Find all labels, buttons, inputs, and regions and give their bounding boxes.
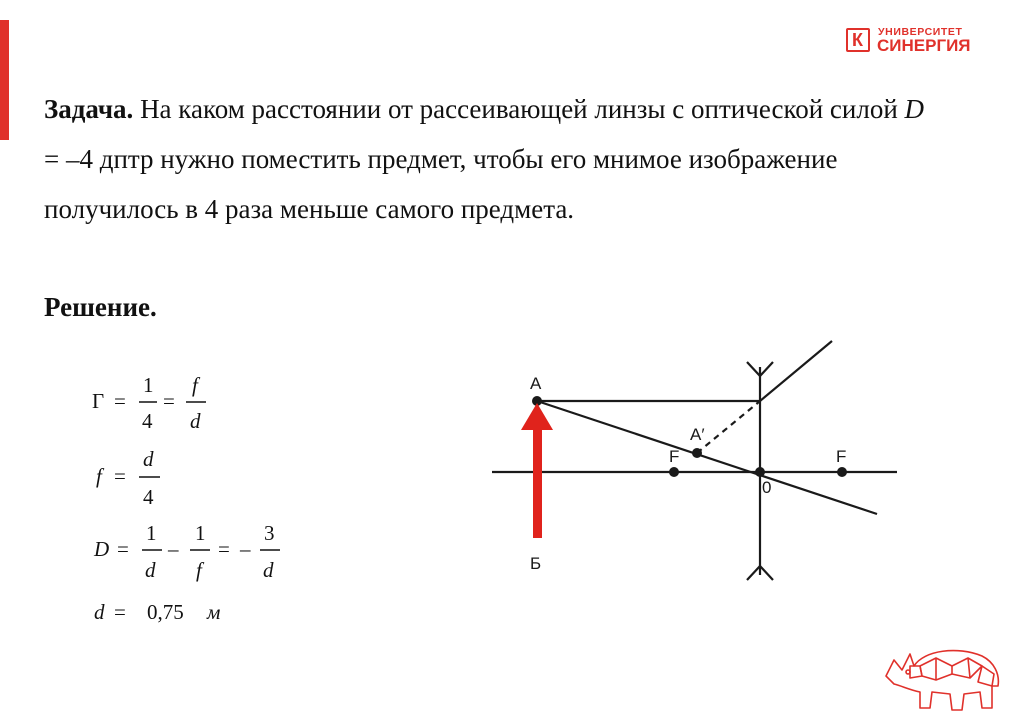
f2-den: 4 <box>143 485 154 509</box>
ray-refracted <box>760 341 832 401</box>
f3-num2: 1 <box>195 521 206 545</box>
f2-eq: = <box>114 464 126 488</box>
label-o: 0 <box>762 478 772 497</box>
f1-den1: 4 <box>142 409 153 433</box>
lens-center-point <box>755 467 765 477</box>
f3-den2: f <box>196 558 202 582</box>
f4-unit: м <box>207 600 221 624</box>
focus-left-point <box>669 467 679 477</box>
f1-num1: 1 <box>143 373 154 397</box>
ray-through-center <box>537 401 877 514</box>
f1-eq2: = <box>163 389 175 413</box>
f1-num2: f <box>192 373 198 397</box>
solution-label: Решение. <box>44 292 157 322</box>
f3-minus: – <box>168 537 179 561</box>
label-a-prime: A′ <box>690 425 705 444</box>
f1-lhs: Γ <box>92 389 105 413</box>
object-arrow-head <box>521 403 553 430</box>
label-f-left: F <box>669 447 680 466</box>
f4-lhs: d <box>94 600 105 624</box>
f3-minus2: – <box>240 537 251 561</box>
ray-virtual-extension <box>697 401 760 453</box>
f3-eq2: = <box>218 537 230 561</box>
f2-lhs: f <box>96 464 102 488</box>
f3-num1: 1 <box>146 521 157 545</box>
label-a: A <box>530 374 542 393</box>
object-arrow-shaft <box>533 428 542 538</box>
f3-den1: d <box>145 558 156 582</box>
image-point <box>692 448 702 458</box>
f3-eq: = <box>117 537 129 561</box>
f3-den3: d <box>263 558 274 582</box>
focus-right-point <box>837 467 847 477</box>
task-text-part1: На каком расстоянии от рассеивающей линзы с оптической силой <box>133 94 905 124</box>
logo-university-text: УНИВЕРСИТЕТ <box>878 26 963 38</box>
task-text-part2: = –4 дптр нужно поместить предмет, чтобы его мнимое изображение получилось в 4 раза меньше самого предмета. <box>44 144 838 224</box>
f1-eq: = <box>114 389 126 413</box>
f3-num3: 3 <box>264 521 275 545</box>
rhino-mascot-icon <box>880 636 1006 716</box>
label-f-right: F <box>836 447 847 466</box>
label-b: Б <box>530 554 542 573</box>
f4-value: 0,75 <box>147 600 184 624</box>
task-var-d: D <box>904 94 925 124</box>
f4-eq: = <box>114 600 126 624</box>
task-label: Задача. <box>44 94 134 124</box>
f1-den2: d <box>190 409 201 433</box>
logo-name-text: СИНЕРГИЯ <box>877 36 971 55</box>
logo-mark-letter: К <box>852 30 863 50</box>
f2-num: d <box>143 447 154 471</box>
f3-lhs: D <box>94 537 110 561</box>
